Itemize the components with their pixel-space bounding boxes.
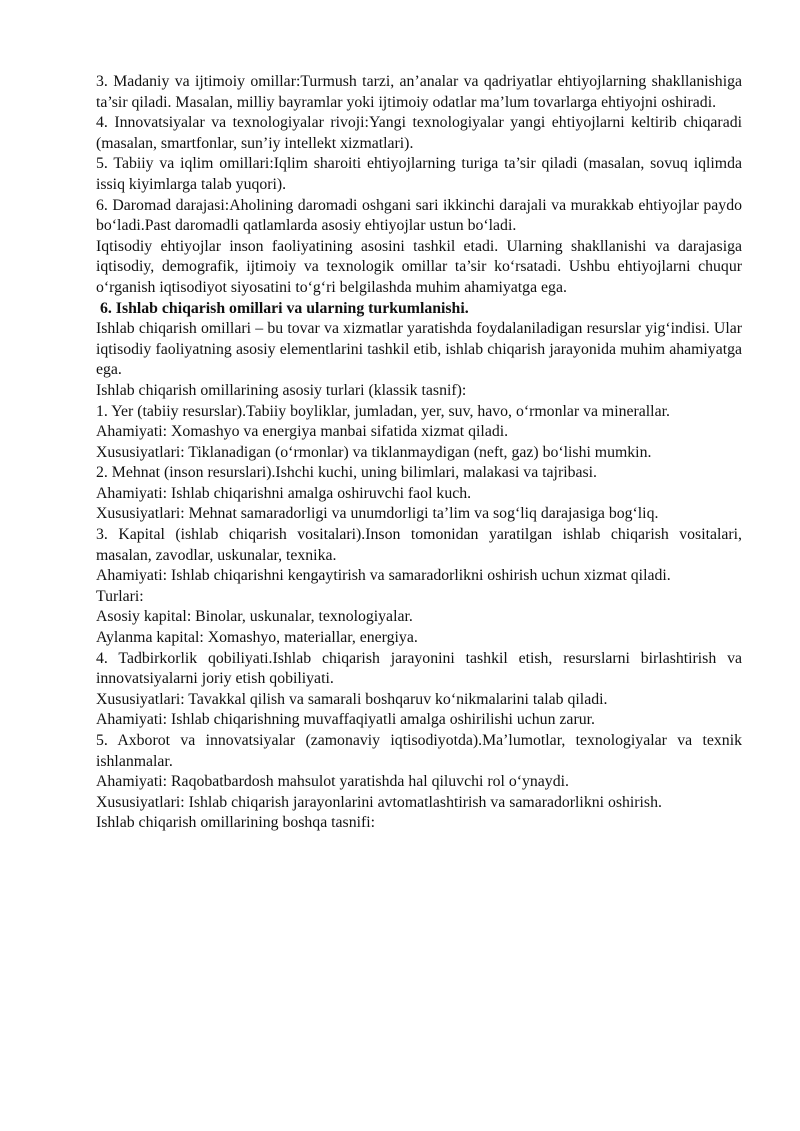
- paragraph-labor-importance: Ahamiyati: Ishlab chiqarishni amalga oshiruvchi faol kuch.: [96, 484, 472, 502]
- paragraph-capital-importance: Ahamiyati: Ishlab chiqarishni kengaytirish va samaradorlikni oshirish uchun xizmat qiladi.: [96, 567, 671, 585]
- paragraph-climate-factors: 5. Tabiiy va iqlim omillari:Iqlim sharoiti ehtiyojlarning turiga ta’sir qiladi (masalan, sovuq iqlimda issiq kiyimlarga talab yuqori).: [96, 155, 742, 193]
- paragraph-capital-types-label: Turlari:: [96, 587, 144, 605]
- paragraph-cultural-factors: 3. Madaniy va ijtimoiy omillar:Turmush tarzi, an’analar va qadriyatlar ehtiyojlarning shakllanishiga ta’sir qiladi. Masalan, milliy bayramlar yoki ijtimoiy odatlar ma’lum tovarlarga ehtiyojni oshiradi.: [96, 73, 742, 111]
- paragraph-classification-intro: Ishlab chiqarish omillarining asosiy turlari (klassik tasnif):: [96, 381, 467, 399]
- paragraph-entrepreneurship-features: Xususiyatlari: Tavakkal qilish va samarali boshqaruv ko‘nikmalarini talab qiladi.: [96, 690, 608, 708]
- paragraph-land-features: Xususiyatlari: Tiklanadigan (o‘rmonlar) va tiklanmaydigan (neft, gaz) bo‘lishi mumkin.: [96, 443, 652, 461]
- paragraph-fixed-capital: Asosiy kapital: Binolar, uskunalar, texnologiyalar.: [96, 608, 413, 626]
- paragraph-other-classification: Ishlab chiqarish omillarining boshqa tasnifi:: [96, 814, 376, 832]
- paragraph-information-features: Xususiyatlari: Ishlab chiqarish jarayonlarini avtomatlashtirish va samaradorlikni oshirish.: [96, 793, 662, 811]
- section-heading: 6. Ishlab chiqarish omillari va ularning turkumlanishi.: [100, 299, 469, 317]
- paragraph-income-level: 6. Daromad darajasi:Aholining daromadi oshgani sari ikkinchi darajali va murakkab ehtiyojlar paydo bo‘ladi.Past daromadli qatlamlarda asosiy ehtiyojlar ustun bo‘ladi.: [96, 196, 742, 235]
- paragraph-land-importance: Ahamiyati: Xomashyo va energiya manbai sifatida xizmat qiladi.: [96, 423, 509, 441]
- paragraph-information-importance: Ahamiyati: Raqobatbardosh mahsulot yaratishda hal qiluvchi rol o‘ynaydi.: [96, 773, 569, 791]
- paragraph-labor: 2. Mehnat (inson resurslari).Ishchi kuchi, uning bilimlari, malakasi va tajribasi.: [96, 464, 597, 482]
- paragraph-entrepreneurship-importance: Ahamiyati: Ishlab chiqarishning muvaffaqiyatli amalga oshirilishi uchun zarur.: [96, 711, 595, 729]
- paragraph-entrepreneurship: 4. Tadbirkorlik qobiliyati.Ishlab chiqarish jarayonini tashkil etish, resurslarni birlashtirish va innovatsiyalarni joriy etish qobiliyati.: [96, 649, 742, 688]
- paragraph-labor-features: Xususiyatlari: Mehnat samaradorligi va unumdorligi ta’lim va sog‘liq darajasiga bog‘liq.: [96, 505, 659, 523]
- paragraph-land: 1. Yer (tabiiy resurslar).Tabiiy boyliklar, jumladan, yer, suv, havo, o‘rmonlar va minerallar.: [96, 402, 670, 420]
- paragraph-innovation-factors: 4. Innovatsiyalar va texnologiyalar rivoji:Yangi texnologiyalar yangi ehtiyojlarni keltirib chiqaradi (masalan, smartfonlar, sun’iy intellekt xizmatlari).: [96, 114, 742, 152]
- document-page: [96, 72, 742, 834]
- paragraph-summary: Iqtisodiy ehtiyojlar inson faoliyatining asosini tashkil etadi. Ularning shakllanishi va darajasiga iqtisodiy, demografik, ijtimoiy va texnologik omillar ta’sir ko‘rsatadi. Ushbu ehtiyojlarni chuqur o‘rganish iqtisodiyot siyosatini to‘g‘ri belgilashda muhim ahamiyatga ega.: [96, 237, 742, 296]
- paragraph-capital: 3. Kapital (ishlab chiqarish vositalari).Inson tomonidan yaratilgan ishlab chiqarish vositalari, masalan, zavodlar, uskunalar, texnika.: [96, 526, 742, 564]
- paragraph-information: 5. Axborot va innovatsiyalar (zamonaviy iqtisodiyotda).Ma’lumotlar, texnologiyalar va texnik ishlanmalar.: [96, 732, 742, 770]
- paragraph-definition: Ishlab chiqarish omillari – bu tovar va xizmatlar yaratishda foydalaniladigan resurslar yig‘indisi. Ular iqtisodiy faoliyatning asosiy elementlarini tashkil etib, ishlab chiqarish jarayonida muhim ahamiyatga ega.: [96, 320, 742, 379]
- paragraph-working-capital: Aylanma kapital: Xomashyo, materiallar, energiya.: [96, 629, 418, 647]
